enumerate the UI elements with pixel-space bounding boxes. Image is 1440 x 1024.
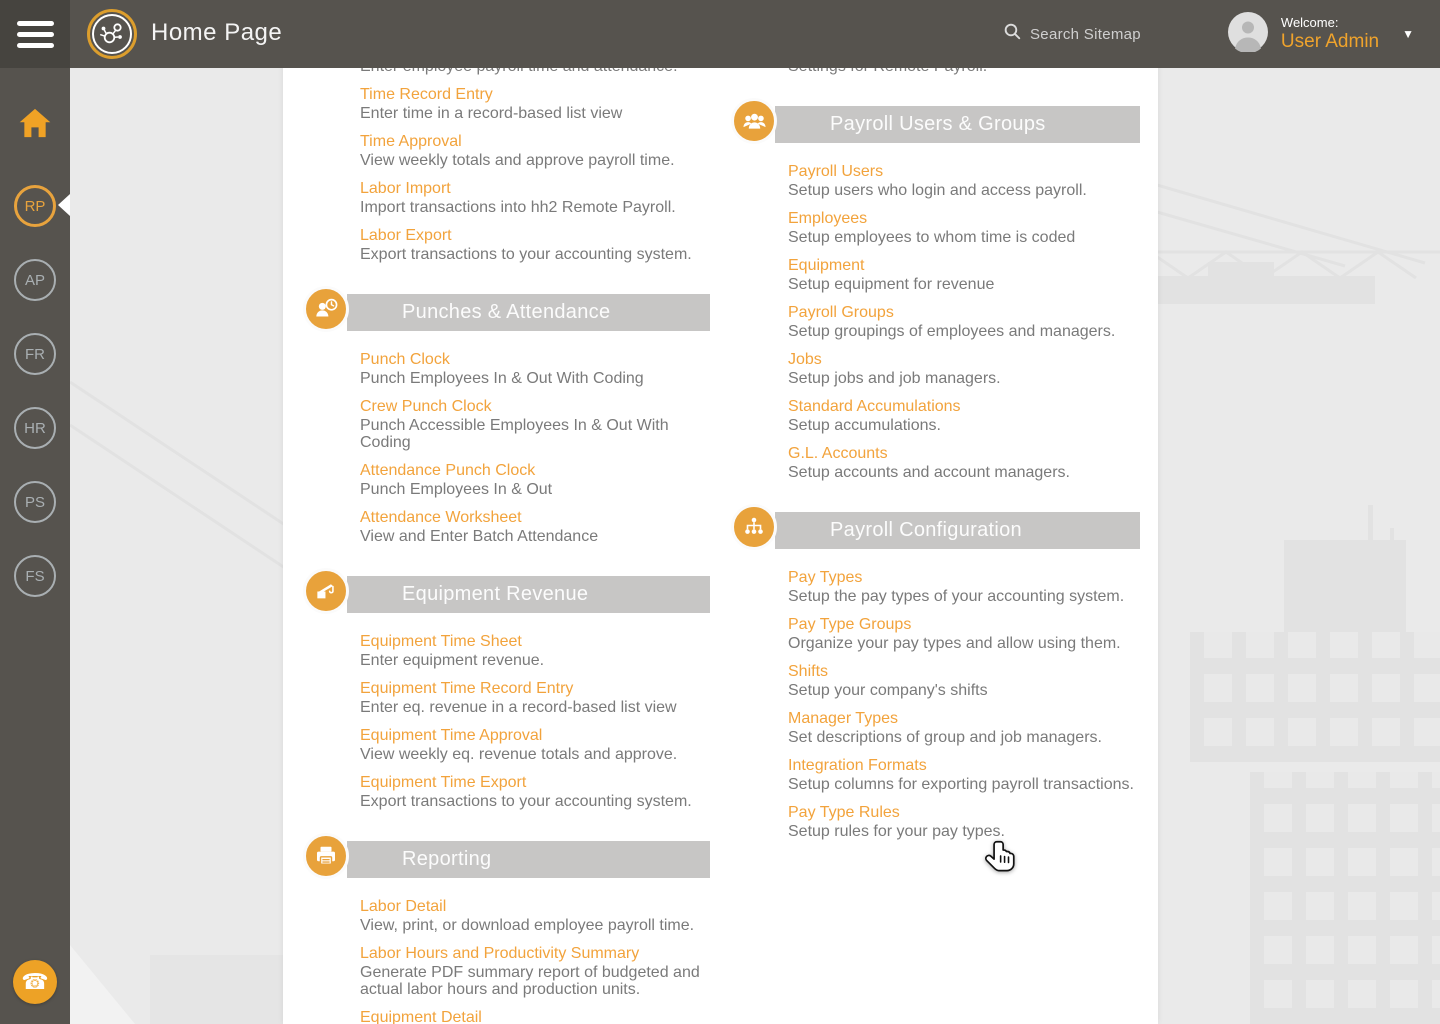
section-title: Punches & Attendance (402, 301, 611, 323)
sitemap-link-description: Setup rules for your pay types. (788, 823, 1005, 840)
sitemap-item (360, 398, 710, 451)
sitemap-item (360, 633, 710, 669)
user-avatar-icon (1228, 12, 1268, 57)
section-banner (347, 841, 710, 878)
users-group-icon (731, 98, 777, 144)
sitemap-link[interactable]: Labor Hours and Productivity Summary (360, 945, 640, 962)
sidebar-module-ps[interactable]: PS (14, 481, 56, 523)
sitemap-item (360, 1009, 710, 1024)
sitemap-section (360, 294, 710, 545)
sitemap-link-description: Setup columns for exporting payroll transactions. (788, 776, 1134, 793)
sitemap-item (788, 398, 1140, 434)
sitemap-link-description: Setup your company's shifts (788, 682, 988, 699)
sitemap-link-description: View, print, or download employee payroll time. (360, 917, 695, 934)
sitemap-link[interactable]: Attendance Worksheet (360, 509, 522, 526)
hamburger-menu-button[interactable] (0, 0, 70, 68)
sitemap-item (788, 804, 1140, 840)
sitemap-item (360, 727, 710, 763)
sitemap-link-description: View weekly eq. revenue totals and approve. (360, 746, 678, 763)
module-sidebar (0, 68, 70, 1024)
sitemap-item (360, 774, 710, 810)
sitemap-link[interactable]: Pay Type Rules (788, 804, 900, 821)
sitemap-link[interactable]: Manager Types (788, 710, 898, 727)
sitemap-link-description: Setup jobs and job managers. (788, 370, 1001, 387)
sitemap-link-description: Export transactions to your accounting system. (360, 246, 692, 263)
sitemap-item (788, 757, 1140, 793)
search-input[interactable] (1030, 26, 1180, 43)
sidebar-home-button[interactable] (17, 105, 53, 146)
sitemap-link[interactable]: Labor Detail (360, 898, 447, 915)
sitemap-link[interactable]: Jobs (788, 351, 822, 368)
content-panel (283, 0, 1158, 1024)
sitemap-link[interactable]: Punch Clock (360, 351, 450, 368)
sitemap-link-description: Setup employees to whom time is coded (788, 229, 1076, 246)
section-banner (775, 106, 1140, 143)
sitemap-link-description: Organize your pay types and allow using them. (788, 635, 1121, 652)
sitemap-link[interactable]: Equipment Time Export (360, 774, 527, 791)
sitemap-search (1003, 0, 1180, 68)
section-title: Payroll Users & Groups (830, 113, 1046, 135)
sitemap-link[interactable]: Equipment (788, 257, 865, 274)
sitemap-link[interactable]: Pay Types (788, 569, 863, 586)
sitemap-item (788, 257, 1140, 293)
sitemap-link-description: View and Enter Batch Attendance (360, 528, 599, 545)
sitemap-section (788, 106, 1140, 481)
sitemap-item (360, 351, 710, 387)
search-icon (1003, 22, 1022, 46)
hierarchy-icon (731, 504, 777, 550)
hh2-network-icon (92, 14, 132, 54)
sitemap-link[interactable]: Time Approval (360, 133, 462, 150)
section-title: Reporting (402, 848, 492, 870)
sitemap-link[interactable]: Labor Export (360, 227, 452, 244)
sitemap-item (360, 898, 710, 934)
section-title: Payroll Configuration (830, 519, 1022, 541)
user-menu[interactable] (1228, 0, 1414, 68)
sitemap-item (360, 180, 710, 216)
sitemap-item (360, 945, 710, 998)
home-icon (17, 128, 53, 145)
sitemap-link-description: Set descriptions of group and job managers. (788, 729, 1102, 746)
sitemap-link-description: Punch Employees In & Out (360, 481, 553, 498)
sitemap-link-description: Setup accounts and account managers. (788, 464, 1070, 481)
sitemap-item (360, 86, 710, 122)
sitemap-item (788, 304, 1140, 340)
hamburger-icon (17, 21, 54, 26)
sitemap-link[interactable]: Equipment Detail (360, 1009, 482, 1024)
sidebar-module-hr[interactable]: HR (14, 407, 56, 449)
sitemap-item (360, 680, 710, 716)
sitemap-link[interactable]: Equipment Time Record Entry (360, 680, 574, 697)
crane-icon (303, 568, 349, 614)
sitemap-link-description: Export transactions to your accounting system. (360, 793, 692, 810)
sitemap-section (360, 576, 710, 810)
sidebar-module-fr[interactable]: FR (14, 333, 56, 375)
sidebar-module-fs[interactable]: FS (14, 555, 56, 597)
sitemap-item (360, 227, 710, 263)
sitemap-link-description: Punch Employees In & Out With Coding (360, 370, 644, 387)
sitemap-item (788, 163, 1140, 199)
sitemap-link[interactable]: Time Record Entry (360, 86, 493, 103)
sitemap-link-description: Enter equipment revenue. (360, 652, 545, 669)
phone-icon: ☎ (21, 969, 49, 994)
sitemap-link[interactable]: Payroll Users (788, 163, 884, 180)
sitemap-section (788, 512, 1140, 840)
sitemap-link-description: Punch Accessible Employees In & Out With Coding (360, 417, 669, 451)
sitemap-item (788, 663, 1140, 699)
chevron-down-icon: ▼ (1402, 27, 1414, 41)
sitemap-item (788, 351, 1140, 387)
top-header (0, 0, 1440, 68)
sitemap-link-description: Setup equipment for revenue (788, 276, 995, 293)
sitemap-link[interactable]: Payroll Groups (788, 304, 894, 321)
printer-icon (303, 833, 349, 879)
sitemap-item (788, 569, 1140, 605)
sitemap-link-description: Enter time in a record-based list view (360, 105, 623, 122)
sitemap-item (360, 133, 710, 169)
content-column-right (788, 0, 1140, 851)
sitemap-link[interactable]: Standard Accumulations (788, 398, 961, 415)
sitemap-link[interactable]: Shifts (788, 663, 829, 680)
sitemap-link[interactable]: Pay Type Groups (788, 616, 912, 633)
sitemap-link-description: Generate PDF summary report of budgeted and actual labor hours and production units. (360, 964, 700, 998)
page-title: Home Page (151, 19, 283, 46)
sitemap-link-description: Setup accumulations. (788, 417, 941, 434)
sitemap-link-description: Enter eq. revenue in a record-based list view (360, 699, 677, 716)
active-module-marker (58, 194, 70, 216)
sitemap-link[interactable]: Equipment Time Approval (360, 727, 543, 744)
hh2-logo (87, 9, 137, 59)
sitemap-item (788, 616, 1140, 652)
sitemap-item (360, 509, 710, 545)
sitemap-link[interactable]: Labor Import (360, 180, 451, 197)
section-title: Equipment Revenue (402, 583, 589, 605)
sitemap-item (788, 210, 1140, 246)
sitemap-link[interactable]: G.L. Accounts (788, 445, 888, 462)
contact-support-button[interactable] (13, 960, 57, 1004)
sitemap-section (360, 841, 710, 1024)
sitemap-item (788, 710, 1140, 746)
user-name: User Admin (1280, 30, 1380, 52)
section-banner (775, 512, 1140, 549)
sitemap-link-description: Setup users who login and access payroll. (788, 182, 1087, 199)
welcome-label: Welcome: (1280, 14, 1339, 30)
sidebar-module-ap[interactable]: AP (14, 259, 56, 301)
sitemap-link[interactable]: Equipment Time Sheet (360, 633, 522, 650)
sitemap-link-description: Import transactions into hh2 Remote Payroll. (360, 199, 676, 216)
sitemap-item (360, 462, 710, 498)
sitemap-link-description: Setup the pay types of your accounting system. (788, 588, 1125, 605)
content-column-left (360, 0, 710, 1024)
section-banner (347, 576, 710, 613)
sitemap-link-description: Setup groupings of employees and managers. (788, 323, 1116, 340)
section-banner (347, 294, 710, 331)
sitemap-link[interactable]: Integration Formats (788, 757, 927, 774)
sitemap-link[interactable]: Attendance Punch Clock (360, 462, 536, 479)
person-clock-icon (303, 286, 349, 332)
sitemap-item (788, 445, 1140, 481)
sidebar-module-rp[interactable]: RP (14, 185, 56, 227)
sitemap-link[interactable]: Employees (788, 210, 868, 227)
sitemap-link-description: View weekly totals and approve payroll time. (360, 152, 675, 169)
sitemap-link[interactable]: Crew Punch Clock (360, 398, 492, 415)
